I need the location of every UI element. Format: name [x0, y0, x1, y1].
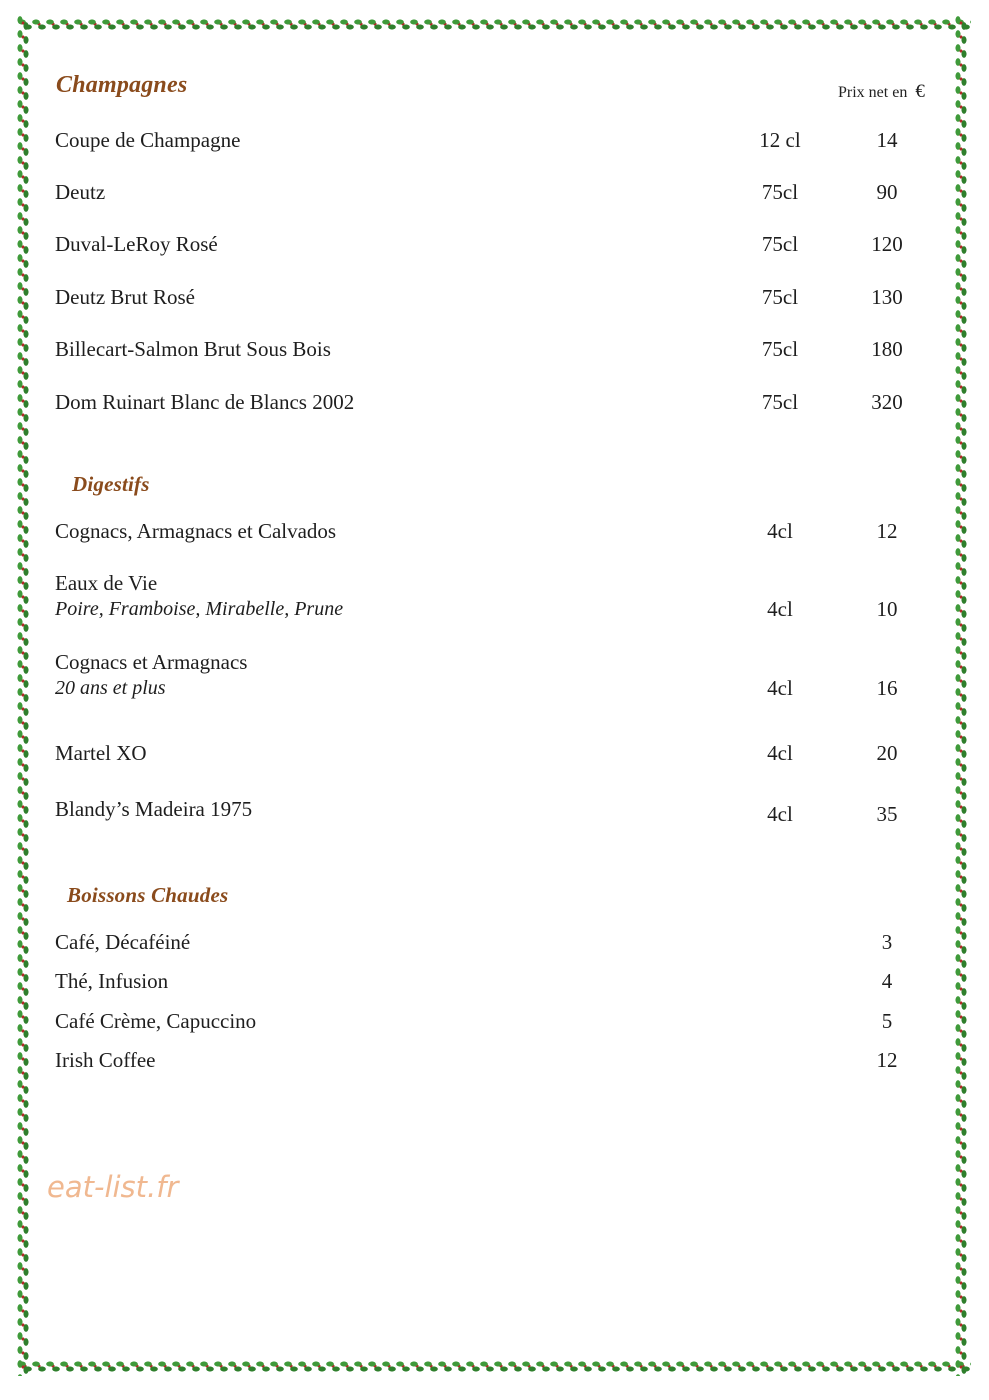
item-price: 16: [876, 676, 898, 700]
price-note-label: Prix net en: [838, 84, 908, 101]
item-name: Deutz Brut Rosé: [55, 285, 195, 309]
item-name: Billecart-Salmon Brut Sous Bois: [55, 337, 331, 361]
section-title-digestifs: Digestifs: [72, 472, 150, 496]
section-title-champagnes: Champagnes: [56, 72, 188, 98]
item-price: 4: [881, 969, 893, 993]
item-name: Cognacs et Armagnacs: [55, 650, 248, 674]
item-size: 4cl: [767, 519, 793, 543]
item-name: Martel XO: [55, 741, 147, 765]
item-price: 12: [876, 519, 898, 543]
item-price: 320: [871, 390, 903, 414]
item-name: Blandy’s Madeira 1975: [55, 797, 253, 821]
item-detail: 20 ans et plus: [55, 677, 166, 699]
holly-border-bottom: [18, 1358, 971, 1376]
holly-border-left: [14, 16, 34, 1376]
item-name: Cognacs, Armagnacs et Calvados: [55, 519, 337, 543]
item-name: Deutz: [55, 180, 106, 204]
item-size: 75cl: [761, 390, 799, 414]
item-size: 75cl: [761, 180, 799, 204]
item-price: 3: [881, 930, 893, 954]
item-size: 75cl: [761, 337, 799, 361]
item-price: 14: [876, 128, 898, 152]
item-name: Coupe de Champagne: [55, 128, 241, 152]
holly-border-right: [952, 16, 972, 1376]
item-size: 4cl: [767, 597, 793, 621]
item-size: 4cl: [767, 802, 793, 826]
item-size: 4cl: [767, 741, 793, 765]
item-size: 75cl: [761, 232, 799, 256]
item-size: 4cl: [767, 676, 793, 700]
item-size: 75cl: [761, 285, 799, 309]
item-name: Irish Coffee: [55, 1048, 156, 1072]
section-title-boissons-chaudes: Boissons Chaudes: [67, 883, 229, 907]
item-price: 180: [871, 337, 903, 361]
item-name: Eaux de Vie: [55, 571, 158, 595]
item-price: 20: [876, 741, 898, 765]
price-note: [838, 81, 925, 103]
item-price: 90: [876, 180, 898, 204]
item-price: 10: [876, 597, 898, 621]
item-name: Thé, Infusion: [55, 969, 169, 993]
watermark: eat-list.fr: [47, 1170, 179, 1204]
item-price: 35: [876, 802, 898, 826]
holly-border-top: [18, 16, 971, 34]
item-price: 120: [871, 232, 903, 256]
item-name: Dom Ruinart Blanc de Blancs 2002: [55, 390, 355, 414]
item-name: Café Crème, Capuccino: [55, 1009, 257, 1033]
item-detail: Poire, Framboise, Mirabelle, Prune: [55, 598, 344, 620]
item-price: 12: [876, 1048, 898, 1072]
item-name: Duval-LeRoy Rosé: [55, 232, 218, 256]
item-name: Café, Décaféiné: [55, 930, 191, 954]
item-price: 130: [871, 285, 903, 309]
item-size: 12 cl: [759, 128, 801, 152]
currency-symbol: €: [915, 81, 925, 102]
item-price: 5: [881, 1009, 893, 1033]
